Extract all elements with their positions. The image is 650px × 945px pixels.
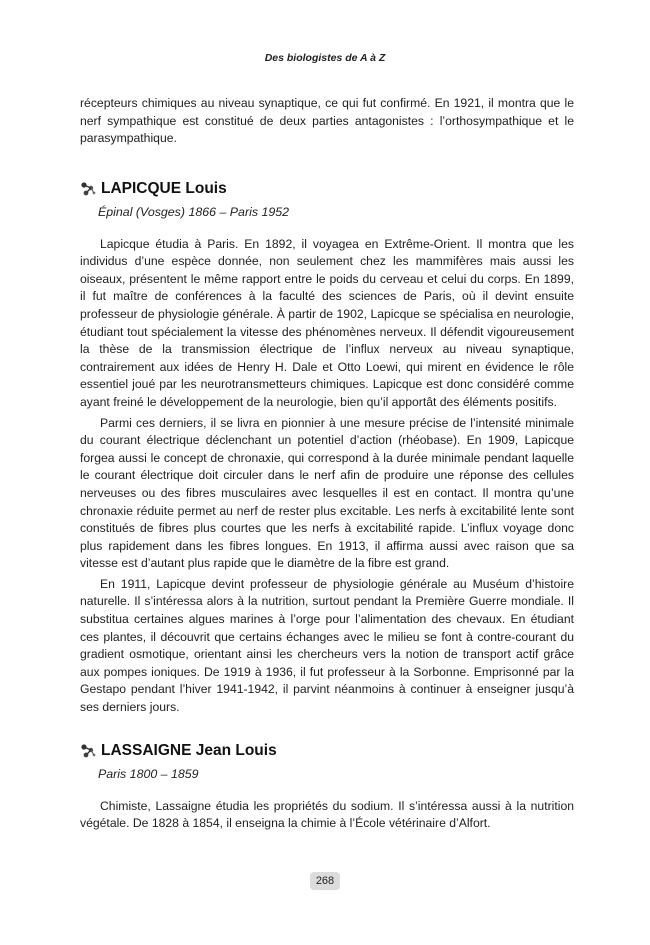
entry-lassaigne [80, 740, 574, 833]
continuation-paragraph: récepteurs chimiques au niveau synaptique, ce qui fut confirmé. En 1921, il montra que le nerf sympathique est constitué de deux parties antagonistes : l’orthosympathique et le parasympathique. [80, 96, 574, 146]
entry-lapicque [80, 178, 574, 717]
entry-heading [80, 178, 574, 200]
entry-paragraph: Parmi ces derniers, il se livra en pionnier à une mesure précise de l’intensité minimale du courant électrique déclenchant un potentiel d’action (rhéobase). En 1909, Lapicque forgea aussi le concept de chronaxie, qui correspond à la durée minimale pendant laquelle le courant électrique doit circuler dans le nerf afin de produire une réponse des cellules nerveuses ou des fibres musculaires avec lesquelles il est en contact. Il montra qu’une chronaxie réduite permet au nerf de rester plus excitable. Les nerfs à excitabilité lente sont constitués de fibres plus courtes que les nerfs à excitabilité rapide. L’influx voyage donc plus rapidement dans les fibres longues. En 1913, il affirma aussi avec raison que sa vitesse est d’autant plus rapide que le diamètre de la fibre est grand. [80, 415, 574, 571]
entry-paragraph: Lapicque étudia à Paris. En 1892, il voyagea en Extrême-Orient. Il montra que les individus d’une espèce donnée, non seulement chez les mammifères mais aussi les oiseaux, présentent le même rapport entre le poids du cerveau et celui du corps. En 1899, il fut maître de conférences à la faculté des sciences de Paris, où il devint ensuite professeur de physiologie générale. À partir de 1902, Lapicque se spécialisa en neurologie, étudiant tout spécialement la vitesse des phénomènes nerveux. Il défendit vigoureusement la thèse de la transmission électrique de l’influx nerveux au niveau synaptique, contrairement aux idées de Henry H. Dale et Otto Loewi, qui mirent en évidence le rôle essentiel joué par les neurotransmetteurs chimiques. Lapicque est donc considéré comme ayant freiné le développement de la neurologie, bien qu’il apportât des éléments positifs. [80, 236, 574, 409]
entry-name: LASSAIGNE Jean Louis [101, 742, 277, 760]
entry-heading [80, 740, 574, 762]
entry-paragraph: Chimiste, Lassaigne étudia les propriétés du sodium. Il s’intéressa aussi à la nutrition végétale. De 1828 à 1854, il enseigna la chimie à l’École vétérinaire d’Alfort. [80, 798, 574, 831]
continuation-block [80, 95, 574, 148]
page-number: 268 [310, 872, 340, 890]
running-head: Des biologistes de A à Z [264, 52, 386, 64]
entry-name: LAPICQUE Louis [101, 180, 227, 198]
entry-dates: Paris 1800 – 1859 [98, 767, 199, 781]
dna-molecule-icon [80, 181, 96, 197]
dna-molecule-icon [80, 743, 96, 759]
entry-paragraph: En 1911, Lapicque devint professeur de physiologie générale au Muséum d’histoire naturelle. Il s’intéressa alors à la nutrition, surtout pendant la Première Guerre mondiale. Il substitua certaines algues marines à l’orge pour l’alimentation des chevaux. En étudiant ces plantes, il découvrit que certains échanges avec le milieu se font à contre-courant du gradient osmotique, orientant ainsi les chercheurs vers la notion de transport actif grâce aux pompes ioniques. De 1919 à 1936, il fut professeur à la Sorbonne. Emprisonné par la Gestapo pendant l’hiver 1941-1942, il parvint néanmoins à continuer à enseigner jusqu’à ses derniers jours. [80, 576, 574, 715]
entry-dates: Épinal (Vosges) 1866 – Paris 1952 [98, 205, 290, 219]
